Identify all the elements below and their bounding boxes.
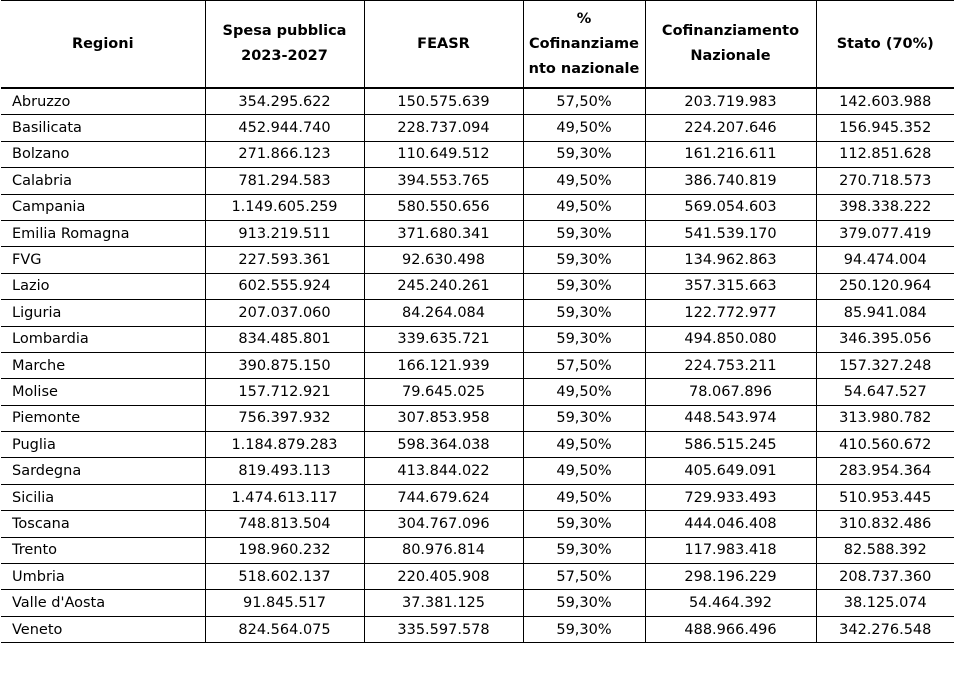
cell-region[interactable]: FVG — [1, 247, 205, 273]
table-row — [1, 537, 954, 563]
cell-feasr[interactable]: 307.853.958 — [364, 405, 523, 431]
cell-stato[interactable]: 94.474.004 — [816, 247, 954, 273]
header-regioni[interactable] — [1, 1, 205, 89]
header-feasr[interactable] — [364, 1, 523, 89]
cell-region[interactable]: Lazio — [1, 273, 205, 299]
cell-feasr[interactable]: 744.679.624 — [364, 484, 523, 510]
cell-region[interactable]: Valle d'Aosta — [1, 590, 205, 616]
header-cofinanziamento-nazionale[interactable] — [645, 1, 816, 89]
cell-region[interactable]: Molise — [1, 379, 205, 405]
cell-cofinanziamento-nazionale[interactable]: 161.216.611 — [645, 141, 816, 167]
cell-feasr[interactable]: 228.737.094 — [364, 115, 523, 141]
cell-pct-cofinanziamento[interactable]: 59,30% — [523, 300, 645, 326]
table-row — [1, 300, 954, 326]
cell-stato[interactable]: 142.603.988 — [816, 88, 954, 115]
cell-stato[interactable]: 342.276.548 — [816, 616, 954, 642]
cell-stato[interactable]: 250.120.964 — [816, 273, 954, 299]
header-pct-line3: nto nazionale — [528, 60, 640, 77]
cell-pct-cofinanziamento[interactable]: 57,50% — [523, 352, 645, 378]
table-row — [1, 616, 954, 642]
cell-stato[interactable]: 85.941.084 — [816, 300, 954, 326]
cell-region[interactable]: Basilicata — [1, 115, 205, 141]
cell-spesa-pubblica[interactable]: 602.555.924 — [205, 273, 364, 299]
cell-region[interactable]: Piemonte — [1, 405, 205, 431]
cell-pct-cofinanziamento[interactable]: 59,30% — [523, 590, 645, 616]
cell-region[interactable]: Sicilia — [1, 484, 205, 510]
cell-spesa-pubblica[interactable]: 819.493.113 — [205, 458, 364, 484]
header-cofin-line1: Cofinanziamento — [661, 23, 800, 39]
cell-pct-cofinanziamento[interactable]: 49,50% — [523, 458, 645, 484]
cell-cofinanziamento-nazionale[interactable]: 357.315.663 — [645, 273, 816, 299]
header-row — [1, 1, 954, 89]
table-row — [1, 511, 954, 537]
cell-region[interactable]: Veneto — [1, 616, 205, 642]
header-spesa-line1: Spesa pubblica — [222, 23, 347, 39]
cell-stato[interactable]: 398.338.222 — [816, 194, 954, 220]
cell-pct-cofinanziamento[interactable]: 59,30% — [523, 326, 645, 352]
cell-stato[interactable]: 310.832.486 — [816, 511, 954, 537]
table-row — [1, 141, 954, 167]
cell-stato[interactable]: 270.718.573 — [816, 168, 954, 194]
cell-pct-cofinanziamento[interactable]: 59,30% — [523, 537, 645, 563]
cell-spesa-pubblica[interactable]: 452.944.740 — [205, 115, 364, 141]
cell-feasr[interactable]: 92.630.498 — [364, 247, 523, 273]
cell-region[interactable]: Emilia Romagna — [1, 220, 205, 246]
cell-cofinanziamento-nazionale[interactable]: 448.543.974 — [645, 405, 816, 431]
cell-pct-cofinanziamento[interactable]: 59,30% — [523, 511, 645, 537]
table-body — [1, 88, 954, 643]
cell-pct-cofinanziamento[interactable]: 59,30% — [523, 220, 645, 246]
cell-pct-cofinanziamento[interactable]: 49,50% — [523, 168, 645, 194]
cell-pct-cofinanziamento[interactable]: 49,50% — [523, 484, 645, 510]
cell-pct-cofinanziamento[interactable]: 59,30% — [523, 405, 645, 431]
table-row — [1, 405, 954, 431]
table-row — [1, 326, 954, 352]
cell-cofinanziamento-nazionale[interactable]: 78.067.896 — [645, 379, 816, 405]
cell-pct-cofinanziamento[interactable]: 59,30% — [523, 273, 645, 299]
cell-cofinanziamento-nazionale[interactable]: 54.464.392 — [645, 590, 816, 616]
header-regioni-label: Regioni — [71, 35, 134, 52]
header-cofin-line2: Nazionale — [690, 48, 771, 64]
table-row — [1, 220, 954, 246]
table-row — [1, 432, 954, 458]
cell-feasr[interactable]: 598.364.038 — [364, 432, 523, 458]
table-row — [1, 590, 954, 616]
cell-spesa-pubblica[interactable]: 390.875.150 — [205, 352, 364, 378]
cell-stato[interactable]: 283.954.364 — [816, 458, 954, 484]
cell-region[interactable]: Bolzano — [1, 141, 205, 167]
cell-stato[interactable]: 54.647.527 — [816, 379, 954, 405]
table-row — [1, 484, 954, 510]
cell-cofinanziamento-nazionale[interactable]: 729.933.493 — [645, 484, 816, 510]
header-pct-line1: % — [576, 10, 592, 27]
cell-stato[interactable]: 313.980.782 — [816, 405, 954, 431]
cell-cofinanziamento-nazionale[interactable]: 444.046.408 — [645, 511, 816, 537]
header-pct-cofinanziamento[interactable] — [523, 1, 645, 89]
cell-region[interactable]: Marche — [1, 352, 205, 378]
cell-feasr[interactable]: 220.405.908 — [364, 564, 523, 590]
cell-spesa-pubblica[interactable]: 781.294.583 — [205, 168, 364, 194]
cell-stato[interactable]: 156.945.352 — [816, 115, 954, 141]
cell-cofinanziamento-nazionale[interactable]: 224.753.211 — [645, 352, 816, 378]
cell-cofinanziamento-nazionale[interactable]: 117.983.418 — [645, 537, 816, 563]
table-row — [1, 379, 954, 405]
cell-feasr[interactable]: 166.121.939 — [364, 352, 523, 378]
cell-feasr[interactable]: 371.680.341 — [364, 220, 523, 246]
cell-region[interactable]: Campania — [1, 194, 205, 220]
header-spesa-line2: 2023-2027 — [241, 48, 328, 64]
cell-pct-cofinanziamento[interactable]: 49,50% — [523, 379, 645, 405]
table-row — [1, 194, 954, 220]
cell-stato[interactable]: 346.395.056 — [816, 326, 954, 352]
cell-spesa-pubblica[interactable]: 354.295.622 — [205, 88, 364, 115]
cell-spesa-pubblica[interactable]: 227.593.361 — [205, 247, 364, 273]
cell-region[interactable]: Puglia — [1, 432, 205, 458]
cell-cofinanziamento-nazionale[interactable]: 386.740.819 — [645, 168, 816, 194]
cell-spesa-pubblica[interactable]: 207.037.060 — [205, 300, 364, 326]
cell-spesa-pubblica[interactable]: 913.219.511 — [205, 220, 364, 246]
table-row — [1, 88, 954, 115]
cell-pct-cofinanziamento[interactable]: 59,30% — [523, 141, 645, 167]
cell-feasr[interactable]: 110.649.512 — [364, 141, 523, 167]
table-row — [1, 458, 954, 484]
table-row — [1, 115, 954, 141]
cell-spesa-pubblica[interactable]: 198.960.232 — [205, 537, 364, 563]
cell-cofinanziamento-nazionale[interactable]: 494.850.080 — [645, 326, 816, 352]
cell-spesa-pubblica[interactable]: 157.712.921 — [205, 379, 364, 405]
table-row — [1, 247, 954, 273]
cell-spesa-pubblica[interactable]: 271.866.123 — [205, 141, 364, 167]
cell-cofinanziamento-nazionale[interactable]: 224.207.646 — [645, 115, 816, 141]
cell-feasr[interactable]: 80.976.814 — [364, 537, 523, 563]
table-row — [1, 273, 954, 299]
cell-spesa-pubblica[interactable]: 518.602.137 — [205, 564, 364, 590]
cell-cofinanziamento-nazionale[interactable]: 405.649.091 — [645, 458, 816, 484]
cell-cofinanziamento-nazionale[interactable]: 488.966.496 — [645, 616, 816, 642]
cell-spesa-pubblica[interactable]: 1.184.879.283 — [205, 432, 364, 458]
cell-stato[interactable]: 510.953.445 — [816, 484, 954, 510]
cell-feasr[interactable]: 84.264.084 — [364, 300, 523, 326]
cell-feasr[interactable]: 304.767.096 — [364, 511, 523, 537]
cell-pct-cofinanziamento[interactable]: 59,30% — [523, 616, 645, 642]
header-spesa-pubblica[interactable] — [205, 1, 364, 89]
cell-region[interactable]: Trento — [1, 537, 205, 563]
cell-pct-cofinanziamento[interactable]: 57,50% — [523, 564, 645, 590]
cell-spesa-pubblica[interactable]: 1.474.613.117 — [205, 484, 364, 510]
header-pct-line2: Cofinanziame — [529, 35, 639, 52]
cell-stato[interactable]: 112.851.628 — [816, 141, 954, 167]
cell-stato[interactable]: 82.588.392 — [816, 537, 954, 563]
header-feasr-label: FEASR — [417, 35, 470, 52]
header-stato-label: Stato (70%) — [836, 35, 934, 52]
cell-feasr[interactable]: 150.575.639 — [364, 88, 523, 115]
table-row — [1, 564, 954, 590]
header-stato[interactable] — [816, 1, 954, 89]
table-row — [1, 168, 954, 194]
cell-cofinanziamento-nazionale[interactable]: 569.054.603 — [645, 194, 816, 220]
cell-spesa-pubblica[interactable]: 748.813.504 — [205, 511, 364, 537]
cell-pct-cofinanziamento[interactable]: 59,30% — [523, 247, 645, 273]
cell-spesa-pubblica[interactable]: 756.397.932 — [205, 405, 364, 431]
cell-feasr[interactable]: 394.553.765 — [364, 168, 523, 194]
cell-cofinanziamento-nazionale[interactable]: 541.539.170 — [645, 220, 816, 246]
cell-stato[interactable]: 410.560.672 — [816, 432, 954, 458]
cell-feasr[interactable]: 79.645.025 — [364, 379, 523, 405]
cell-stato[interactable]: 38.125.074 — [816, 590, 954, 616]
cell-feasr[interactable]: 37.381.125 — [364, 590, 523, 616]
cell-cofinanziamento-nazionale[interactable]: 134.962.863 — [645, 247, 816, 273]
cell-cofinanziamento-nazionale[interactable]: 586.515.245 — [645, 432, 816, 458]
cell-pct-cofinanziamento[interactable]: 49,50% — [523, 194, 645, 220]
cell-region[interactable]: Calabria — [1, 168, 205, 194]
cell-region[interactable]: Sardegna — [1, 458, 205, 484]
cell-feasr[interactable]: 339.635.721 — [364, 326, 523, 352]
cell-stato[interactable]: 208.737.360 — [816, 564, 954, 590]
cell-region[interactable]: Abruzzo — [1, 88, 205, 115]
funding-table — [1, 0, 954, 643]
cell-pct-cofinanziamento[interactable]: 57,50% — [523, 88, 645, 115]
cell-pct-cofinanziamento[interactable]: 49,50% — [523, 432, 645, 458]
cell-region[interactable]: Liguria — [1, 300, 205, 326]
cell-region[interactable]: Toscana — [1, 511, 205, 537]
table-row — [1, 352, 954, 378]
cell-feasr[interactable]: 335.597.578 — [364, 616, 523, 642]
cell-cofinanziamento-nazionale[interactable]: 122.772.977 — [645, 300, 816, 326]
cell-feasr[interactable]: 580.550.656 — [364, 194, 523, 220]
cell-spesa-pubblica[interactable]: 824.564.075 — [205, 616, 364, 642]
cell-stato[interactable]: 379.077.419 — [816, 220, 954, 246]
cell-stato[interactable]: 157.327.248 — [816, 352, 954, 378]
cell-cofinanziamento-nazionale[interactable]: 203.719.983 — [645, 88, 816, 115]
cell-feasr[interactable]: 245.240.261 — [364, 273, 523, 299]
cell-region[interactable]: Lombardia — [1, 326, 205, 352]
cell-pct-cofinanziamento[interactable]: 49,50% — [523, 115, 645, 141]
cell-spesa-pubblica[interactable]: 834.485.801 — [205, 326, 364, 352]
cell-cofinanziamento-nazionale[interactable]: 298.196.229 — [645, 564, 816, 590]
cell-spesa-pubblica[interactable]: 91.845.517 — [205, 590, 364, 616]
cell-region[interactable]: Umbria — [1, 564, 205, 590]
cell-spesa-pubblica[interactable]: 1.149.605.259 — [205, 194, 364, 220]
cell-feasr[interactable]: 413.844.022 — [364, 458, 523, 484]
